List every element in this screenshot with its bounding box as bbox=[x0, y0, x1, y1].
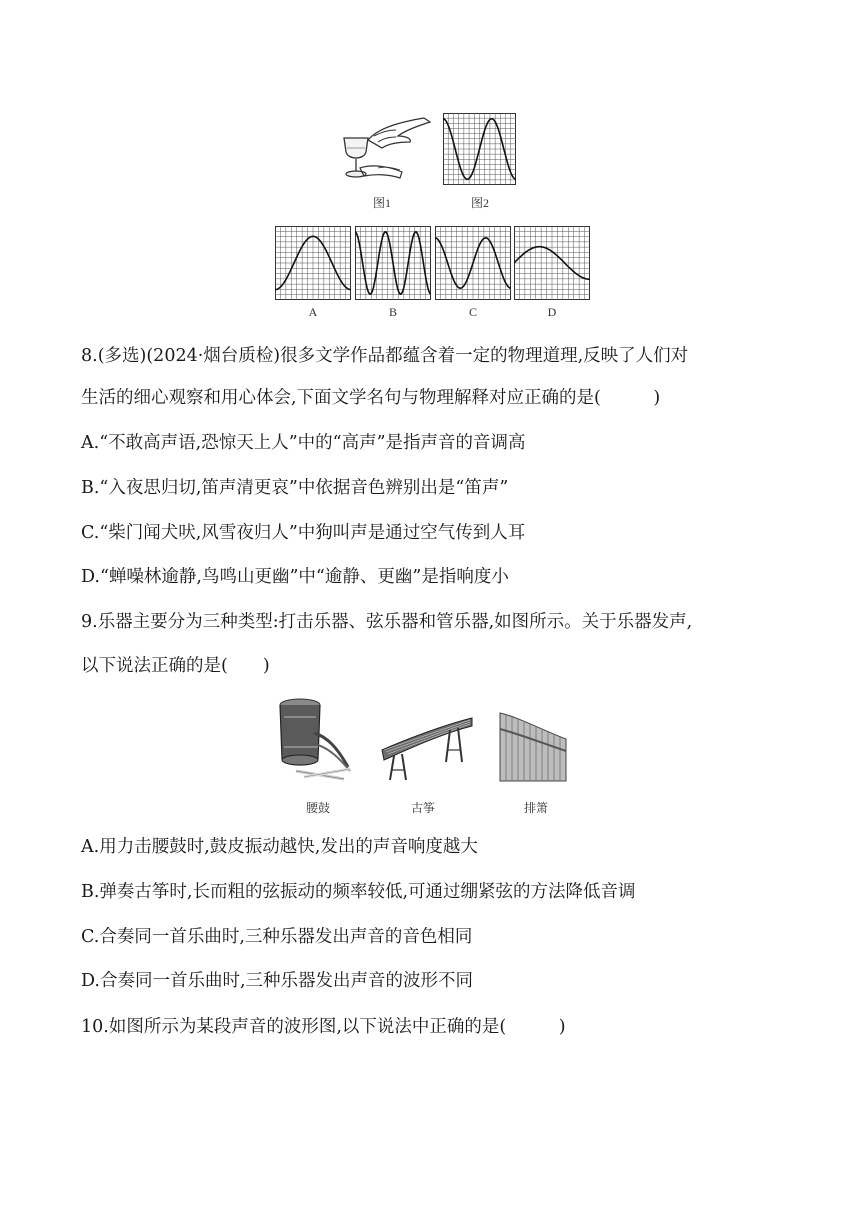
question-8-option-a: A.“不敢高声语,恐惊天上人”中的“高声”是指声音的音调高 bbox=[81, 433, 526, 453]
wine-glass-hand-illustration bbox=[338, 108, 432, 194]
option-label-c: C bbox=[468, 305, 477, 319]
instrument-label-paixiao: 排箫 bbox=[523, 801, 548, 815]
waveform-grid bbox=[514, 226, 590, 300]
option-label-b: B bbox=[388, 305, 397, 319]
question-9-stem-line2: 以下说法正确的是( ) bbox=[81, 656, 270, 676]
option-waveform-a bbox=[275, 226, 351, 300]
figure-1-caption: 图1 bbox=[372, 196, 391, 210]
paixiao-image bbox=[498, 711, 568, 783]
question-9-option-d: D.合奏同一首乐曲时,三种乐器发出声音的波形不同 bbox=[81, 971, 474, 991]
question-8-option-d: D.“蝉噪林逾静,鸟鸣山更幽”中“逾静、更幽”是指响度小 bbox=[81, 567, 509, 587]
question-8-option-b: B.“入夜思归切,笛声清更哀”中依据音色辨别出是“笛声” bbox=[81, 478, 509, 498]
guzheng-image bbox=[380, 712, 474, 782]
question-8-option-c: C.“柴门闻犬吠,风雪夜归人”中狗叫声是通过空气传到人耳 bbox=[81, 523, 526, 543]
waveform-grid bbox=[275, 226, 351, 300]
waist-drum-image bbox=[274, 697, 358, 783]
waveform-grid bbox=[443, 113, 516, 185]
option-label-d: D bbox=[547, 305, 557, 319]
question-9-option-a: A.用力击腰鼓时,鼓皮振动越快,发出的声音响度越大 bbox=[81, 837, 478, 857]
question-10-stem-line1: 10.如图所示为某段声音的波形图,以下说法中正确的是( ) bbox=[81, 1017, 566, 1037]
figure-2-caption: 图2 bbox=[470, 196, 489, 210]
question-8-stem-line1: 8.(多选)(2024·烟台质检)很多文学作品都蕴含着一定的物理道理,反映了人们对 bbox=[81, 346, 689, 366]
question-9-option-b: B.弹奏古筝时,长而粗的弦振动的频率较低,可通过绷紧弦的方法降低音调 bbox=[81, 882, 636, 902]
option-label-a: A bbox=[308, 305, 318, 319]
figure-1 bbox=[338, 108, 432, 194]
option-waveform-b bbox=[355, 226, 431, 300]
waveform-grid bbox=[435, 226, 511, 300]
question-9-option-c: C.合奏同一首乐曲时,三种乐器发出声音的音色相同 bbox=[81, 927, 473, 947]
option-waveform-d bbox=[514, 226, 590, 300]
instrument-label-guzheng: 古筝 bbox=[410, 801, 435, 815]
question-8-stem-line2: 生活的细心观察和用心体会,下面文学名句与物理解释对应正确的是( ) bbox=[81, 388, 661, 408]
instrument-label-drum: 腰鼓 bbox=[305, 801, 330, 815]
option-waveform-c bbox=[435, 226, 511, 300]
figure-2-waveform bbox=[443, 113, 516, 185]
waveform-grid bbox=[355, 226, 431, 300]
question-9-stem-line1: 9.乐器主要分为三种类型:打击乐器、弦乐器和管乐器,如图所示。关于乐器发声, bbox=[81, 612, 693, 632]
